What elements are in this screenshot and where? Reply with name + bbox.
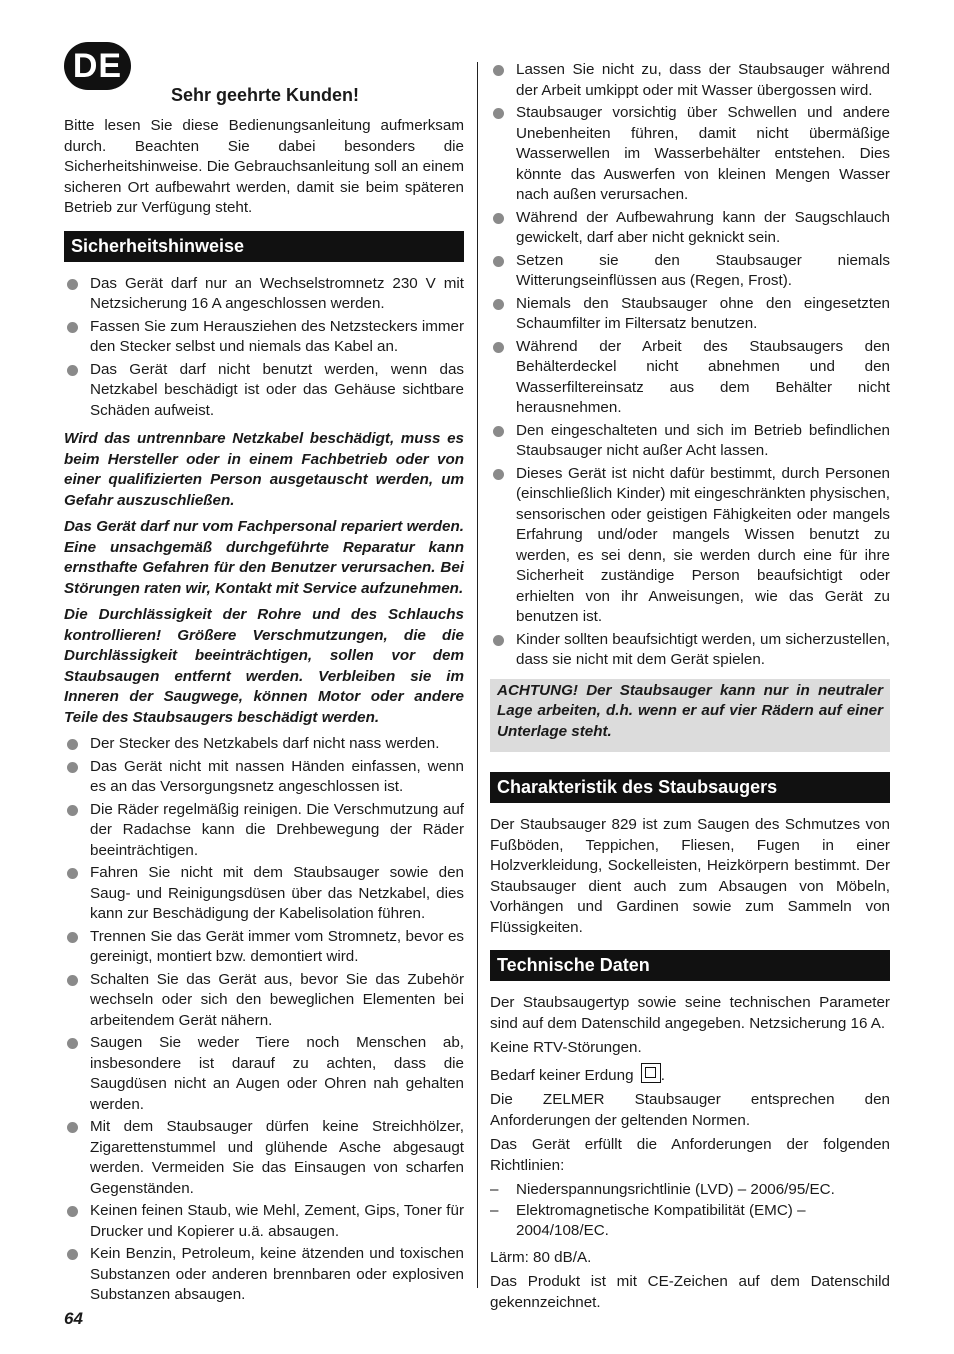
warning-cable: Wird das untrennbare Netzkabel beschädigt, muss es beim Hersteller oder in einem Fachbetrieb oder von einer qualifizierten Person ausgetauscht werden, um Gefahr auszuschließen. — [64, 430, 464, 509]
section-heading-technical: Technische Daten — [490, 950, 890, 981]
warning-hoses: Die Durchlässigkeit der Rohre und des Schlauchs kontrollieren! Größere Verschmutzungen, die die Durchlässigkeit beeinträchtigen, sollen vor dem Staubsaugen entfernt werden. Verbleiben sie im Inneren der Saugwege, können Motor oder andere Teile des Staubsaugers beschädigt werden. — [64, 606, 464, 726]
bullet-icon — [67, 932, 78, 943]
bullet-icon — [67, 975, 78, 986]
bullet-icon — [493, 299, 504, 310]
page-number: 64 — [64, 1309, 83, 1328]
characteristics-paragraph: Der Staubsauger 829 ist zum Saugen des Schmutzes von Fußböden, Teppichen, Fliesen, Fugen in einer Holzverkleidung, Sockelleisten, Heizkörpern bestimmt. Der Staubsauger dient auch zum Absaugen von Möbeln, Vorhängen und Gardinen sowie zum Sammeln von Flüssigkeiten. — [490, 816, 890, 936]
list-item: Mit dem Staubsauger dürfen keine Streichhölzer, Zigarettenstummel und glühende Asche abgesaugt werden. Vermeiden Sie das Einsaugen von scharfen Gegenständen. — [64, 1117, 464, 1199]
list-item: – Niederspannungsrichtlinie (LVD) – 2006/95/EC. — [490, 1180, 890, 1201]
bullet-icon — [493, 213, 504, 224]
technical-paragraph-4: Die ZELMER Staubsauger entsprechen den Anforderungen der geltenden Normen. — [490, 1091, 890, 1129]
list-item: Das Gerät nicht mit nassen Händen einfassen, wenn es an das Versorgungsnetz angeschlossen ist. — [64, 757, 464, 798]
bullet-icon — [67, 762, 78, 773]
list-item: Während der Aufbewahrung kann der Saugschlauch gewickelt, darf aber nicht geknickt sein. — [490, 208, 890, 249]
technical-paragraph-2: Keine RTV-Störungen. — [490, 1039, 642, 1056]
bullet-icon — [493, 469, 504, 480]
safety-list-a — [64, 274, 464, 422]
dash-marker: – — [490, 1201, 499, 1219]
list-item: Das Gerät darf nicht benutzt werden, wenn das Netzkabel beschädigt ist oder das Gehäuse sichtbare Schäden aufweist. — [64, 360, 464, 422]
safety-list-b — [64, 734, 464, 1306]
list-item: Keinen feinen Staub, wie Mehl, Zement, Gips, Toner für Drucker und Kopierer u.ä. absaugen. — [64, 1201, 464, 1242]
technical-paragraph-1: Der Staubsaugertyp sowie seine technischen Parameter sind auf dem Datenschild angegeben. Netzsicherung 16 A. — [490, 994, 890, 1032]
greeting-heading: Sehr geehrte Kunden! — [171, 85, 360, 105]
protection-class-ii-icon — [641, 1063, 661, 1083]
dash-marker: – — [490, 1181, 499, 1198]
list-item: Setzen sie den Staubsauger niemals Witterungseinflüssen aus (Regen, Frost). — [490, 251, 890, 292]
bullet-icon — [493, 65, 504, 76]
list-item: Staubsauger vorsichtig über Schwellen und andere Unebenheiten führen, damit nicht übermäßige Wasserwellen im Wasserbehälter entstehen. Dies könnte das Auswerfen von kleinen Mengen Wasser nach außen verursachen. — [490, 103, 890, 206]
bullet-icon — [67, 868, 78, 879]
directives-list — [490, 1180, 890, 1242]
section-heading-characteristics: Charakteristik des Staubsaugers — [490, 772, 890, 803]
bullet-icon — [67, 279, 78, 290]
bullet-icon — [67, 1038, 78, 1049]
list-item: – Elektromagnetische Kompatibilität (EMC) – 2004/108/EC. — [490, 1201, 806, 1239]
technical-paragraph-7: Das Produkt ist mit CE-Zeichen auf dem Datenschild gekennzeichnet. — [490, 1273, 890, 1311]
bullet-icon — [493, 635, 504, 646]
bullet-icon — [493, 342, 504, 353]
list-item: Trennen Sie das Gerät immer vom Stromnetz, bevor es gereinigt, montiert bzw. demontiert wird. — [64, 927, 464, 968]
language-badge: DE — [64, 42, 131, 90]
attention-box: ACHTUNG! Der Staubsauger kann nur in neutraler Lage arbeiten, d.h. wenn er auf vier Rädern auf einer Unterlage steht. — [490, 679, 890, 753]
right-column — [490, 60, 890, 1317]
warning-repair: Das Gerät darf nur vom Fachpersonal repariert werden. Eine unsachgemäß durchgeführte Reparatur kann ernsthafte Gefahren für den Benutzer verursachen. Bei Störungen raten wir, Kontakt mit Service aufzunehmen. — [64, 518, 464, 597]
list-item: Der Stecker des Netzkabels darf nicht nass werden. — [64, 734, 464, 755]
bullet-icon — [67, 805, 78, 816]
list-item: Dieses Gerät ist nicht dafür bestimmt, durch Personen (einschließlich Kinder) mit eingeschränkten physischen, sensorischen oder geistigen Fähigkeiten oder mangels Erfahrung und/oder mangels Wissen benutzt zu werden, es sei denn, sie werden durch eine für ihre Sicherheit zuständige Person beaufsichtigt oder erhielten von ihr Anweisungen, wie das Gerät zu benutzen ist. — [490, 464, 890, 628]
intro-paragraph: Bitte lesen Sie diese Bedienungsanleitung aufmerksam durch. Beachten Sie dabei besonders die Sicherheitshinweise. Die Gebrauchsanleitung soll an einem sicheren Ort aufbewahrt werden, damit sie beim späteren Betrieb zur Verfügung steht. — [64, 117, 464, 216]
list-item: Fahren Sie nicht mit dem Staubsauger sowie den Saug- und Reinigungsdüsen über das Netzkabel, dies kann zur Beschädigung der Kabelisolation führen. — [64, 863, 464, 925]
bullet-icon — [493, 426, 504, 437]
left-column — [64, 60, 464, 1312]
list-item: Fassen Sie zum Herausziehen des Netzsteckers immer den Stecker selbst und niemals das Kabel an. — [64, 317, 464, 358]
bullet-icon — [493, 108, 504, 119]
technical-paragraph-5: Das Gerät erfüllt die Anforderungen der folgenden Richtlinien: — [490, 1136, 890, 1174]
list-item: Lassen Sie nicht zu, dass der Staubsauger während der Arbeit umkippt oder mit Wasser übergossen wird. — [490, 60, 890, 101]
bullet-icon — [67, 322, 78, 333]
list-item: Die Räder regelmäßig reinigen. Die Verschmutzung auf der Radachse kann die Drehbewegung der Räder beeinträchtigen. — [64, 800, 464, 862]
column-divider — [477, 62, 478, 1288]
list-item: Kein Benzin, Petroleum, keine ätzenden und toxischen Substanzen oder anderen brennbaren oder explosiven Substanzen absaugen. — [64, 1244, 464, 1306]
list-item: Niemals den Staubsauger ohne den eingesetzten Schaumfilter im Filtersatz benutzen. — [490, 294, 890, 335]
list-item: Saugen Sie weder Tiere noch Menschen ab, insbesondere ist darauf zu achten, dass die Saugdüsen nicht an Augen oder Ohren nah gehalten werden. — [64, 1033, 464, 1115]
safety-list-c — [490, 60, 890, 671]
list-item: Den eingeschalteten und sich im Betrieb befindlichen Staubsauger nicht außer Acht lassen. — [490, 421, 890, 462]
list-item: Während der Arbeit des Staubsaugers den Behälterdeckel nicht abnehmen und den Wasserfiltereinsatz aus dem Behälter nicht herausnehmen. — [490, 337, 890, 419]
technical-paragraph-6: Lärm: 80 dB/A. — [490, 1248, 592, 1266]
bullet-icon — [67, 1206, 78, 1217]
bullet-icon — [67, 1122, 78, 1133]
bullet-icon — [67, 365, 78, 376]
list-item: Kinder sollten beaufsichtigt werden, um sicherzustellen, dass sie nicht mit dem Gerät spielen. — [490, 630, 890, 671]
list-item: Das Gerät darf nur an Wechselstromnetz 230 V mit Netzsicherung 16 A angeschlossen werden. — [64, 274, 464, 315]
bullet-icon — [67, 739, 78, 750]
technical-paragraph-3: Bedarf keiner Erdung . — [490, 1063, 890, 1087]
bullet-icon — [493, 256, 504, 267]
list-item: Schalten Sie das Gerät aus, bevor Sie das Zubehör wechseln oder sich den beweglichen Elementen bei arbeitendem Gerät nähern. — [64, 970, 464, 1032]
section-heading-safety: Sicherheitshinweise — [64, 231, 464, 262]
bullet-icon — [67, 1249, 78, 1260]
